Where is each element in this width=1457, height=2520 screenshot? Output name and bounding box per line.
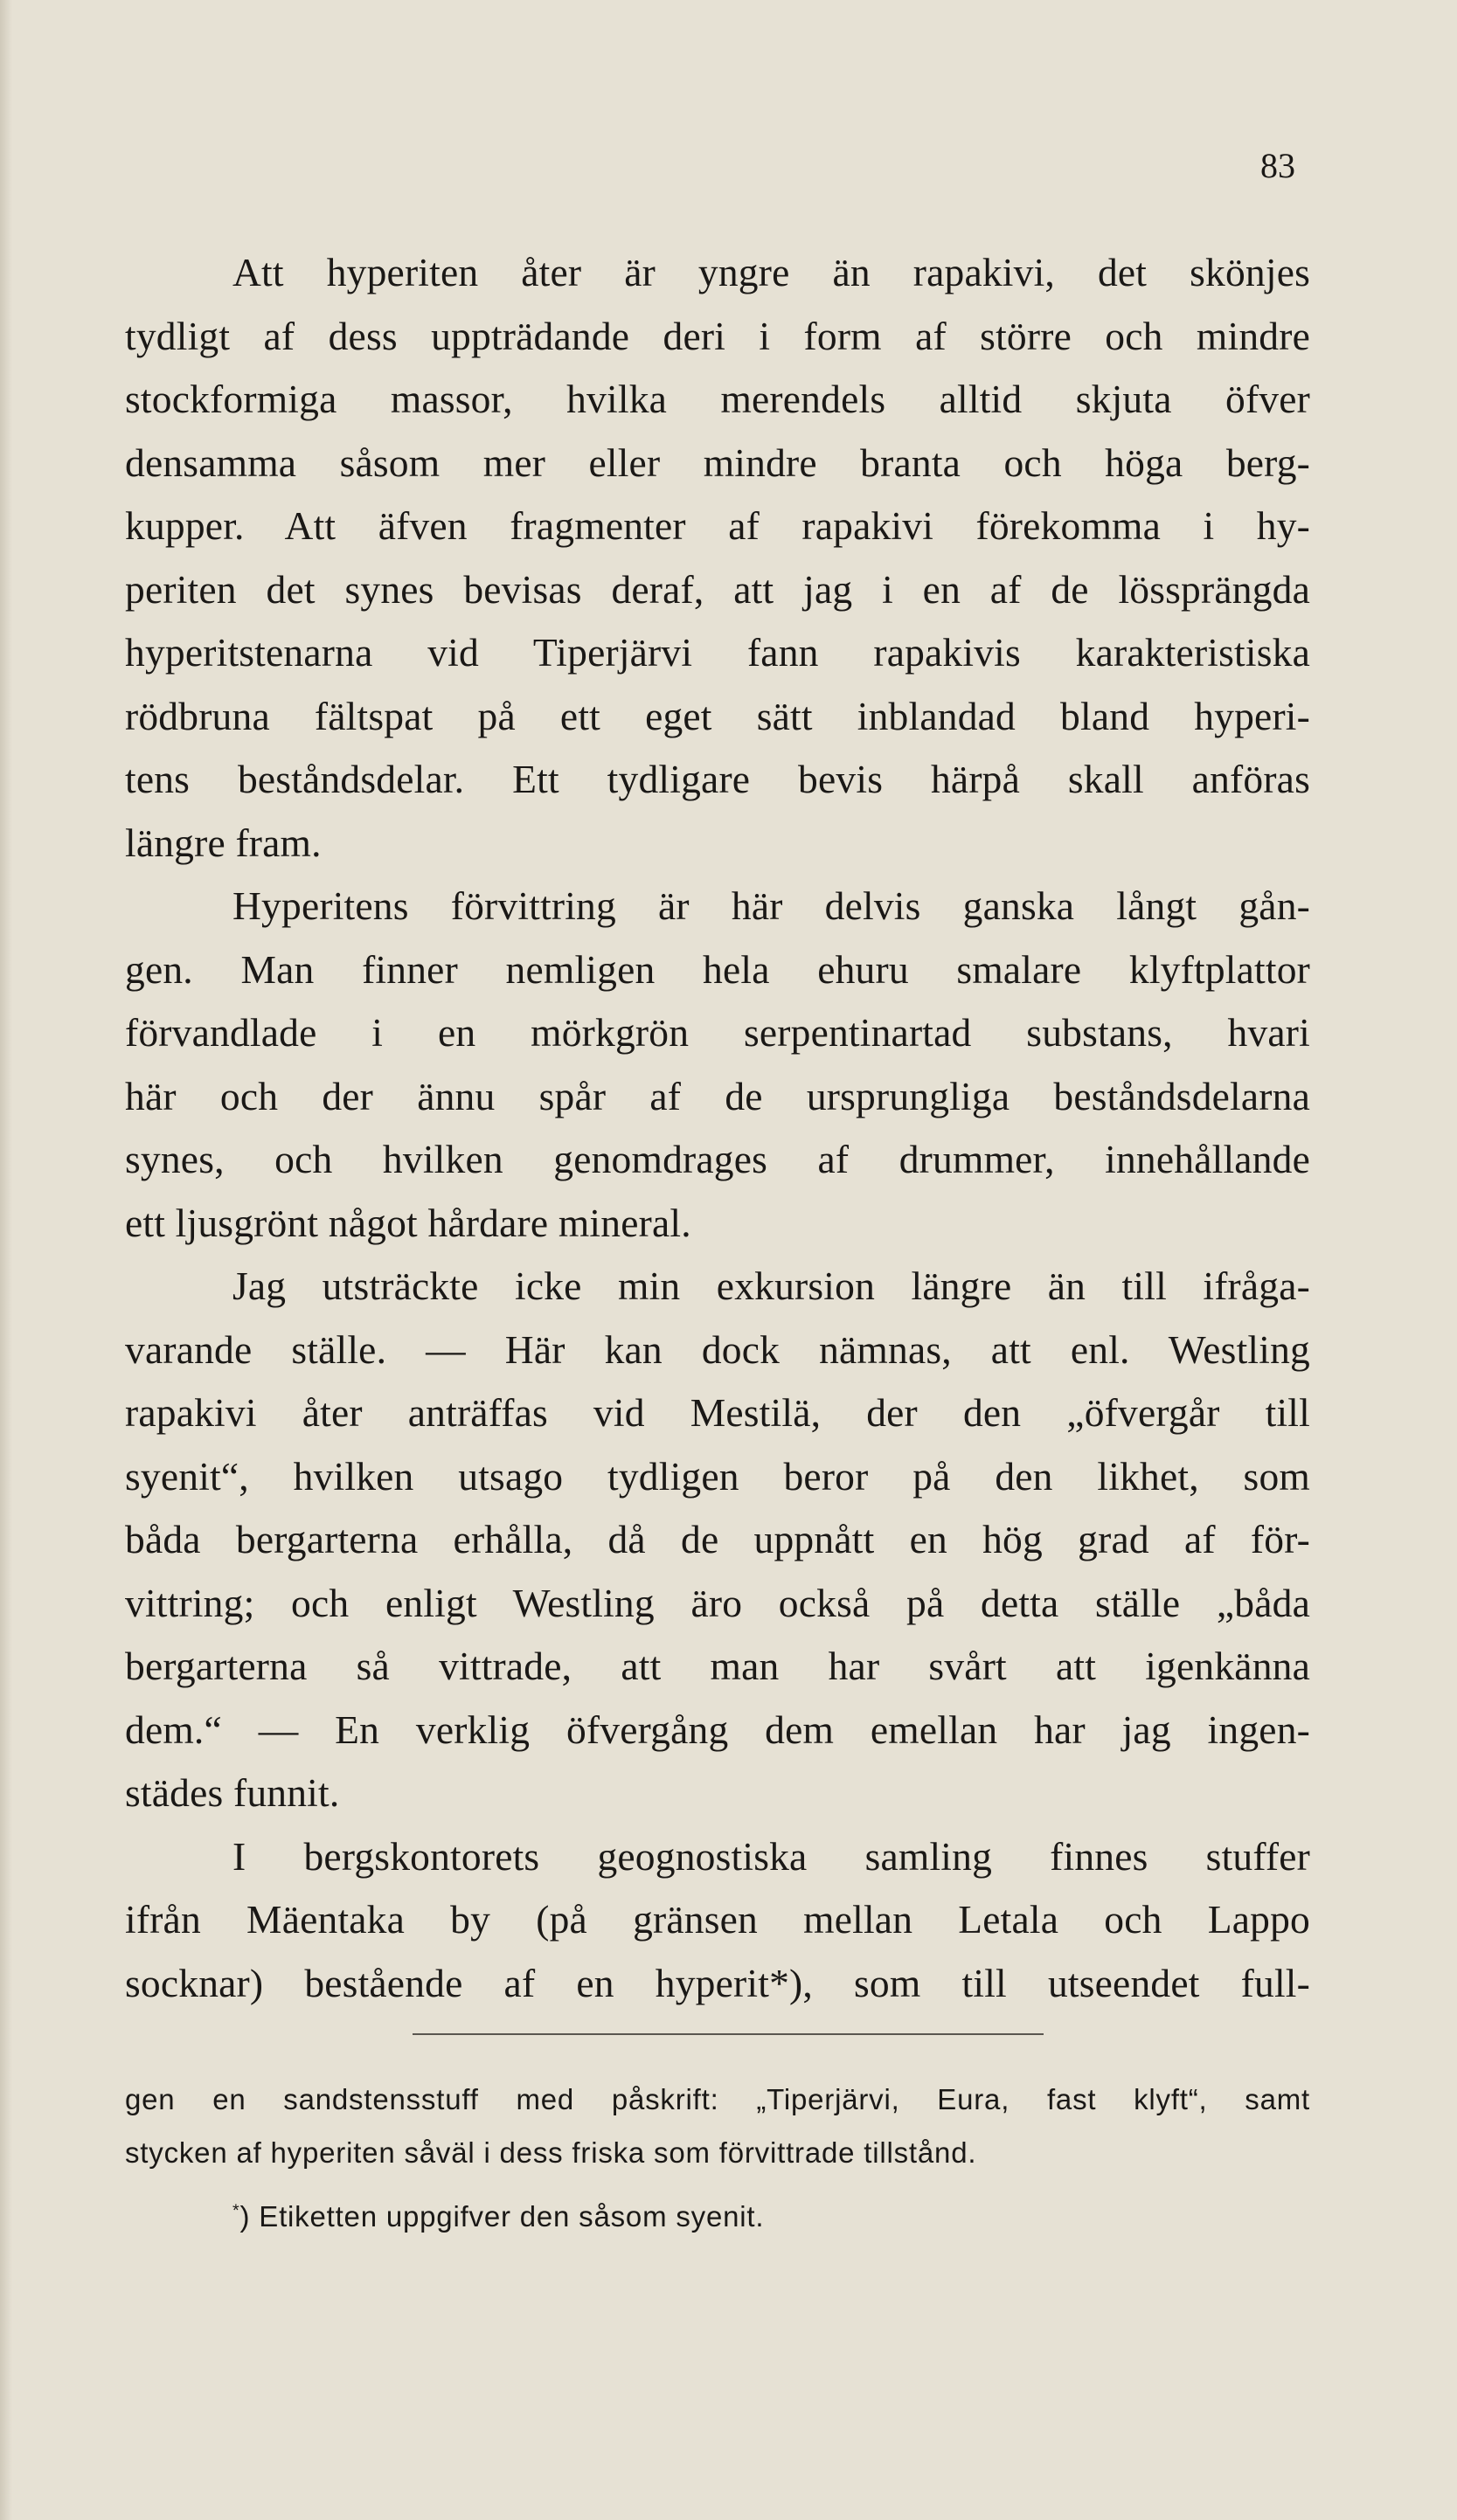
text-line: periten det synes bevisas deraf, att jag i en af de lössprängda bbox=[125, 566, 1310, 612]
text-line: kupper. Att äfven fragmenter af rapakivi förekomma i hy- bbox=[125, 503, 1310, 548]
paragraph bbox=[125, 875, 1310, 1255]
footnote-star bbox=[125, 2190, 1310, 2243]
text-line: rödbruna fältspat på ett eget sätt inblandad bland hyperi- bbox=[125, 693, 1310, 738]
footnote-line: stycken af hyperiten såväl i dess friska som förvittrade tillstånd. bbox=[125, 2136, 977, 2169]
text-line: städes funnit. bbox=[125, 1770, 340, 1815]
text-line: synes, och hvilken genomdrages af drummer, innehållande bbox=[125, 1137, 1310, 1181]
text-line: varande ställe. — Här kan dock nämnas, att enl. Westling bbox=[125, 1326, 1310, 1372]
text-line: Jag utsträckte icke min exkursion längre än till ifråga- bbox=[232, 1263, 1310, 1308]
text-segment: socknar) bestående af en hyperit bbox=[125, 1960, 770, 2005]
page-number: 83 bbox=[1260, 146, 1295, 185]
footnote-divider bbox=[413, 2033, 1044, 2035]
footnote-line: gen en sandstensstuff med påskrift: „Tiperjärvi, Eura, fast klyft“, samt bbox=[125, 2083, 1310, 2115]
text-line: ett ljusgrönt något hårdare mineral. bbox=[125, 1200, 691, 1245]
text-line: Att hyperiten åter är yngre än rapakivi, det skönjes bbox=[232, 250, 1310, 294]
footnote-ref-mark: * bbox=[769, 1960, 790, 2005]
text-line: densamma såsom mer eller mindre branta och höga berg- bbox=[125, 440, 1310, 485]
text-line: tens beståndsdelar. Ett tydligare bevis härpå skall anföras bbox=[125, 757, 1310, 801]
text-line: I bergskontorets geognostiska samling finnes stuffer bbox=[232, 1833, 1310, 1879]
paragraph bbox=[125, 1825, 1310, 2016]
paragraph bbox=[125, 241, 1310, 875]
text-line: syenit“, hvilken utsago tydligen beror på den likhet, som bbox=[125, 1453, 1310, 1499]
footnotes bbox=[125, 2073, 1310, 2243]
text-line: förvandlade i en mörkgrön serpentinartad substans, hvari bbox=[125, 1010, 1310, 1055]
text-line: rapakivi åter anträffas vid Mestilä, der den „öfvergår till bbox=[125, 1390, 1310, 1435]
text-line: vittring; och enligt Westling äro också på detta ställe „båda bbox=[125, 1580, 1310, 1625]
text-line: tydligt af dess uppträdande deri i form af större och mindre bbox=[125, 313, 1310, 358]
text-line: hyperitstenarna vid Tiperjärvi fann rapakivis karakteristiska bbox=[125, 630, 1310, 675]
text-line: här och der ännu spår af de ursprungliga beståndsdelarna bbox=[125, 1073, 1310, 1118]
paragraph bbox=[125, 1255, 1310, 1825]
page-edge bbox=[0, 0, 12, 2520]
text-line: båda bergarterna erhålla, då de uppnått en hög grad af för- bbox=[125, 1517, 1310, 1561]
text-segment: ), som till utseendet full- bbox=[789, 1960, 1310, 2005]
text-line: dem.“ — En verklig öfvergång dem emellan har jag ingen- bbox=[125, 1707, 1310, 1752]
text-line: gen. Man finner nemligen hela ehuru smalare klyftplattor bbox=[125, 946, 1310, 992]
footnote-marker: * bbox=[232, 2201, 240, 2220]
text-line: bergarterna så vittrade, att man har svårt att igenkänna bbox=[125, 1644, 1310, 1688]
text-line: längre fram. bbox=[125, 820, 322, 865]
text-line: Hyperitens förvittring är här delvis ganska långt gån- bbox=[232, 883, 1310, 928]
text-line: stockformiga massor, hvilka merendels alltid skjuta öfver bbox=[125, 377, 1310, 421]
footnote-text: ) Etiketten uppgifver den såsom syenit. bbox=[239, 2200, 765, 2233]
body-text bbox=[125, 241, 1310, 2015]
text-line bbox=[125, 1952, 1310, 2016]
text-line: ifrån Mäentaka by (på gränsen mellan Letala och Lappo bbox=[125, 1897, 1310, 1942]
